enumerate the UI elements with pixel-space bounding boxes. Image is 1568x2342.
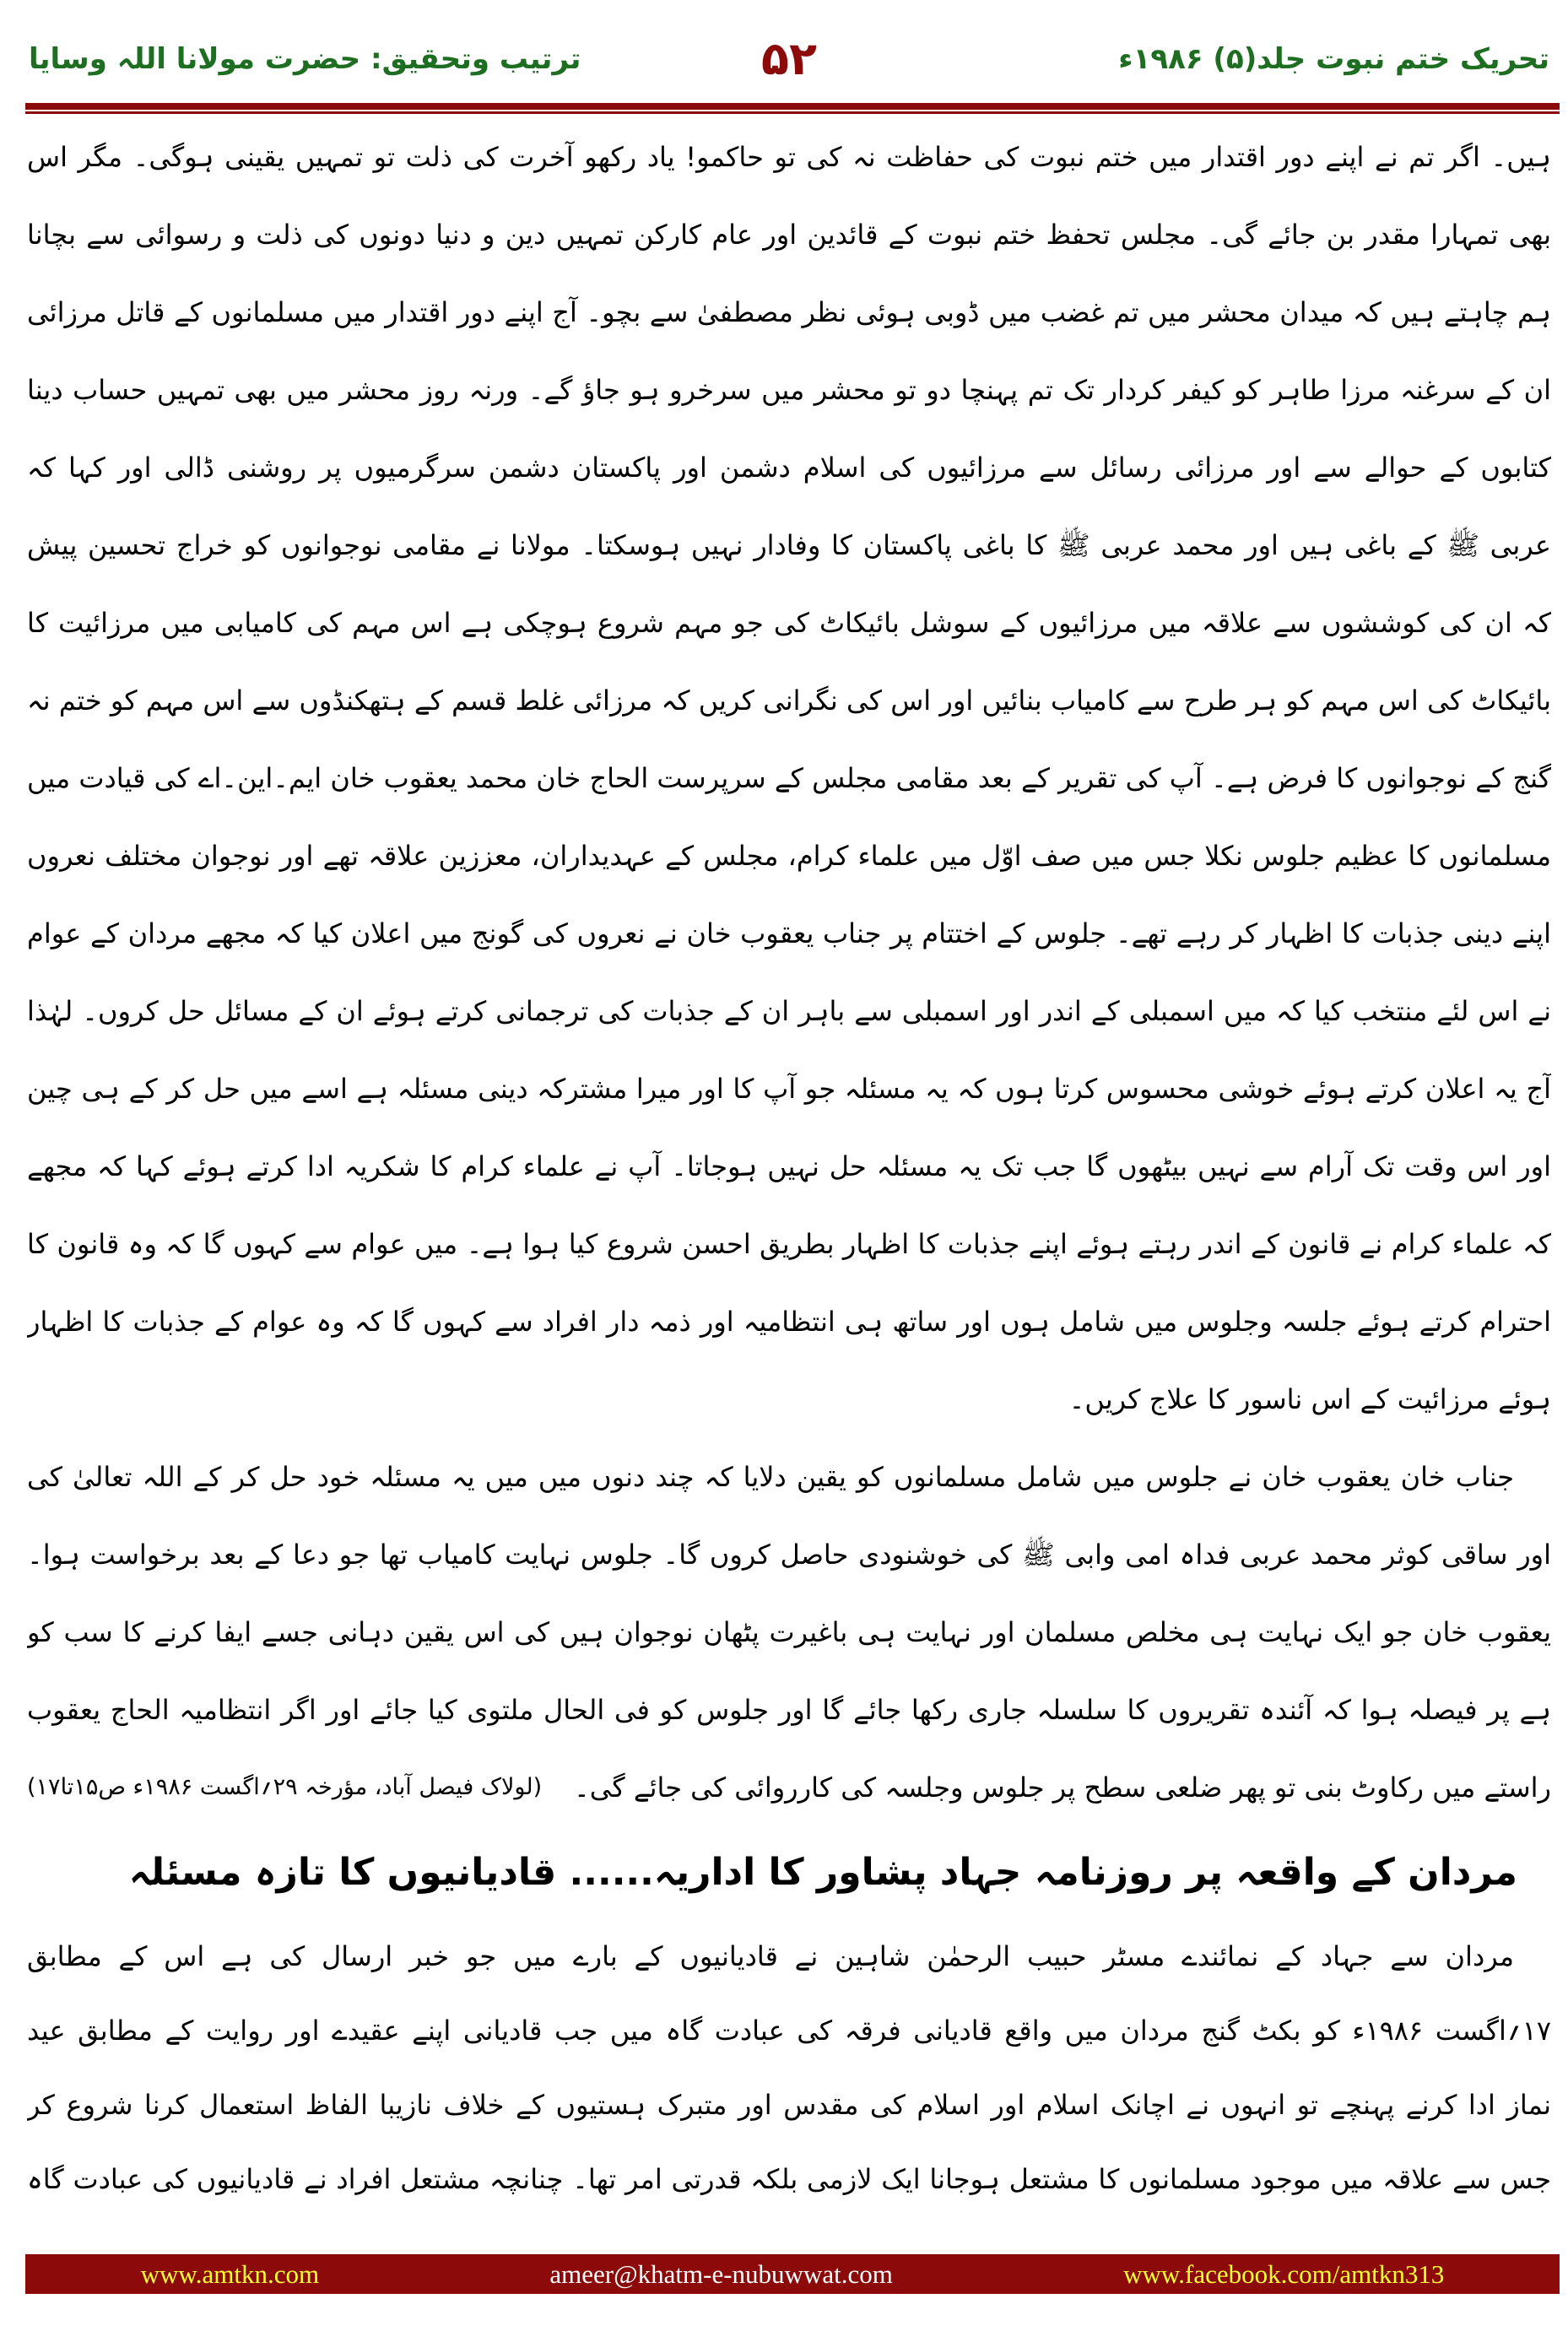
text-line: ہوئے مرزائیت کے اس ناسور کا علاج کریں۔ bbox=[1068, 1383, 1551, 1415]
text-line: ہیں۔ اگر تم نے اپنے دور اقتدار میں ختم نبوت کی حفاظت نہ کی تو حاکمو! یاد رکھو آخرت کی ذلت تو تمہیں یقینی ہوگی۔ مگر اس bbox=[27, 141, 1551, 173]
text-line: نے اس لئے منتخب کیا کہ میں اسمبلی کے اندر اور اسمبلی سے باہر ان کے جذبات کی ترجمانی کرتے ہوئے ان کے مسائل حل کروں۔ لہٰذا bbox=[27, 995, 1551, 1027]
text-line: بائیکاٹ کی اس مہم کو ہر طرح سے کامیاب بنائیں اور اس کی نگرانی کریں کہ مرزائی غلط قسم کے ہتھکنڈوں سے اس مہم کو ختم نہ bbox=[27, 684, 1551, 717]
text-line: ہے پر فیصلہ ہوا کہ آئندہ تقریروں کا سلسلہ جاری رکھا جائے گا اور جلوس کو فی الحال ملتوی کیا جائے اور اگر انتظامیہ الحاج یعقوب bbox=[27, 1694, 1551, 1726]
header-divider bbox=[25, 103, 1560, 110]
source-citation: (لولاک فیصل آباد، مؤرخہ ۲۹؍اگست ۱۹۸۶ء ص۱۵تا۱۷) bbox=[27, 1774, 543, 1800]
page-body bbox=[27, 118, 1551, 2216]
text-line: یعقوب خان جو ایک نہایت ہی مخلص مسلمان اور نہایت ہی باغیرت پٹھان نوجوان ہیں کی اس یقین دہانی جسے ایفا کرنے کا سب کو bbox=[27, 1616, 1551, 1648]
page-number: ۵۲ bbox=[761, 32, 817, 85]
text-line: ہم چاہتے ہیں کہ میدان محشر میں تم غضب میں ڈوبی ہوئی نظر مصطفیٰ سے بچو۔ آج اپنے دور اقتدار میں مسلمانوں کے قاتل مرزائی bbox=[27, 296, 1551, 328]
footer-bar bbox=[25, 2254, 1560, 2294]
text-line: جناب خان یعقوب خان نے جلوس میں شامل مسلمانوں کو یقین دلایا کہ چند دنوں میں میں یہ مسئلہ خود حل کر کے اللہ تعالیٰ کی bbox=[27, 1461, 1514, 1493]
text-line: مردان سے جہاد کے نمائندے مسٹر حبیب الرحمٰن شاہین نے قادیانیوں کے بارے میں جو خبر ارسال کی ہے اس کے مطابق bbox=[27, 1940, 1514, 1972]
text-line: اپنے دینی جذبات کا اظہار کر رہے تھے۔ جلوس کے اختتام پر جناب یعقوب خان نے نعروں کی گونج میں اعلان کیا کہ مجھے مردان کے عوام bbox=[27, 917, 1551, 949]
text-line: نماز ادا کرنے پہنچے تو انہوں نے اچانک اسلام اور اسلام کی مقدس اور متبرک ہستیوں کے خلاف نازیبا الفاظ استعمال کرنا شروع کر bbox=[27, 2089, 1551, 2121]
text-line: کہ ان کی کوششوں سے علاقہ میں مرزائیوں کے سوشل بائیکاٹ کی جو مہم شروع ہوچکی ہے اس مہم کی کامیابی میں مرزائیت کا bbox=[27, 607, 1551, 639]
email-link[interactable]: ameer@khatm-e-nubuwwat.com bbox=[549, 2258, 893, 2289]
compiler-credit: ترتیب وتحقیق: حضرت مولانا اللہ وسایا bbox=[29, 42, 581, 76]
text-line: ان کے سرغنہ مرزا طاہر کو کیفر کردار تک تم پہنچا دو تو محشر میں سرخرو ہو جاؤ گے۔ ورنہ روز محشر میں بھی تمہیں حساب دینا bbox=[27, 374, 1551, 406]
header-divider-thin bbox=[25, 111, 1560, 114]
book-title: تحریک ختم نبوت جلد(۵) ۱۹۸۶ء bbox=[1118, 42, 1549, 76]
text-line: احترام کرتے ہوئے جلسہ وجلوس میں شامل ہوں اور ساتھ ہی انتظامیہ اور ذمہ دار افراد سے کہوں گا کہ وہ عوام کے جذبات کا اظہار bbox=[27, 1306, 1551, 1338]
text-line: گنج کے نوجوانوں کا فرض ہے۔ آپ کی تقریر کے بعد مقامی مجلس کے سرپرست الحاج خان محمد یعقوب خان ایم۔این۔اے کی قیادت میں bbox=[27, 762, 1551, 794]
text-line: مسلمانوں کا عظیم جلوس نکلا جس میں صف اوّل میں علماء کرام، مجلس کے عہدیداران، معززین علاقہ تھے اور نوجوان مختلف نعروں bbox=[27, 840, 1551, 872]
text-line: ۱۷؍اگست ۱۹۸۶ء کو بکٹ گنج مردان میں واقع قادیانی فرقہ کی عبادت گاہ میں جب قادیانی اپنے عقیدے اور روایت کے مطابق عید bbox=[27, 2015, 1551, 2047]
text-line: جس سے علاقہ میں موجود مسلمانوں کا مشتعل ہوجانا ایک لازمی بلکہ قدرتی امر تھا۔ چنانچہ مشتعل افراد نے قادیانیوں کی عبادت گاہ bbox=[27, 2163, 1551, 2195]
section-heading: مردان کے واقعہ پر روزنامہ جہاد پشاور کا اداریہ...... قادیانیوں کا تازہ مسئلہ bbox=[128, 1851, 1517, 1894]
website-link[interactable]: www.amtkn.com bbox=[140, 2258, 320, 2289]
text-line: کتابوں کے حوالے سے اور مرزائی رسائل سے مرزائیوں کی اسلام دشمن اور پاکستان دشمن سرگرمیوں پر روشنی ڈالی اور کہا کہ bbox=[27, 452, 1551, 484]
text-line: بھی تمہارا مقدر بن جائے گی۔ مجلس تحفظ ختم نبوت کے قائدین اور عام کارکن تمہیں دین و دنیا دونوں کی ذلت و رسوائی سے بچانا bbox=[27, 219, 1551, 251]
text-line: عربی ﷺ کے باغی ہیں اور محمد عربی ﷺ کا باغی پاکستان کا وفادار نہیں ہوسکتا۔ مولانا نے مقامی نوجوانوں کو خراج تحسین پیش bbox=[27, 529, 1551, 561]
text-line: اور اس وقت تک آرام سے نہیں بیٹھوں گا جب تک یہ مسئلہ حل نہیں ہوجاتا۔ آپ نے علماء کرام کا شکریہ ادا کرتے ہوئے کہا کہ مجھے bbox=[27, 1150, 1551, 1182]
facebook-link[interactable]: www.facebook.com/amtkn313 bbox=[1123, 2258, 1445, 2289]
text-line: راستے میں رکاوٹ بنی تو پھر ضلعی سطح پر جلوس وجلسہ کی کارروائی کی جائے گی۔ bbox=[573, 1771, 1551, 1804]
text-line: آج یہ اعلان کرتے ہوئے خوشی محسوس کرتا ہوں کہ یہ مسئلہ جو آپ کا اور میرا مشترکہ دینی مسئلہ ہے اسے میں حل کر کے ہی چین bbox=[27, 1073, 1551, 1105]
text-line: اور ساقی کوثر محمد عربی فداہ امی وابی ﷺ کی خوشنودی حاصل کروں گا۔ جلوس نہایت کامیاب تھا جو دعا کے بعد برخواست ہوا۔ bbox=[27, 1539, 1551, 1571]
text-line-with-citation bbox=[27, 1749, 1551, 1826]
text-line: کہ علماء کرام نے قانون کے اندر رہتے ہوئے اپنے جذبات کا اظہار بطریق احسن شروع کیا ہوا ہے۔ میں عوام سے کہوں گا کہ وہ قانون کا bbox=[27, 1228, 1551, 1260]
